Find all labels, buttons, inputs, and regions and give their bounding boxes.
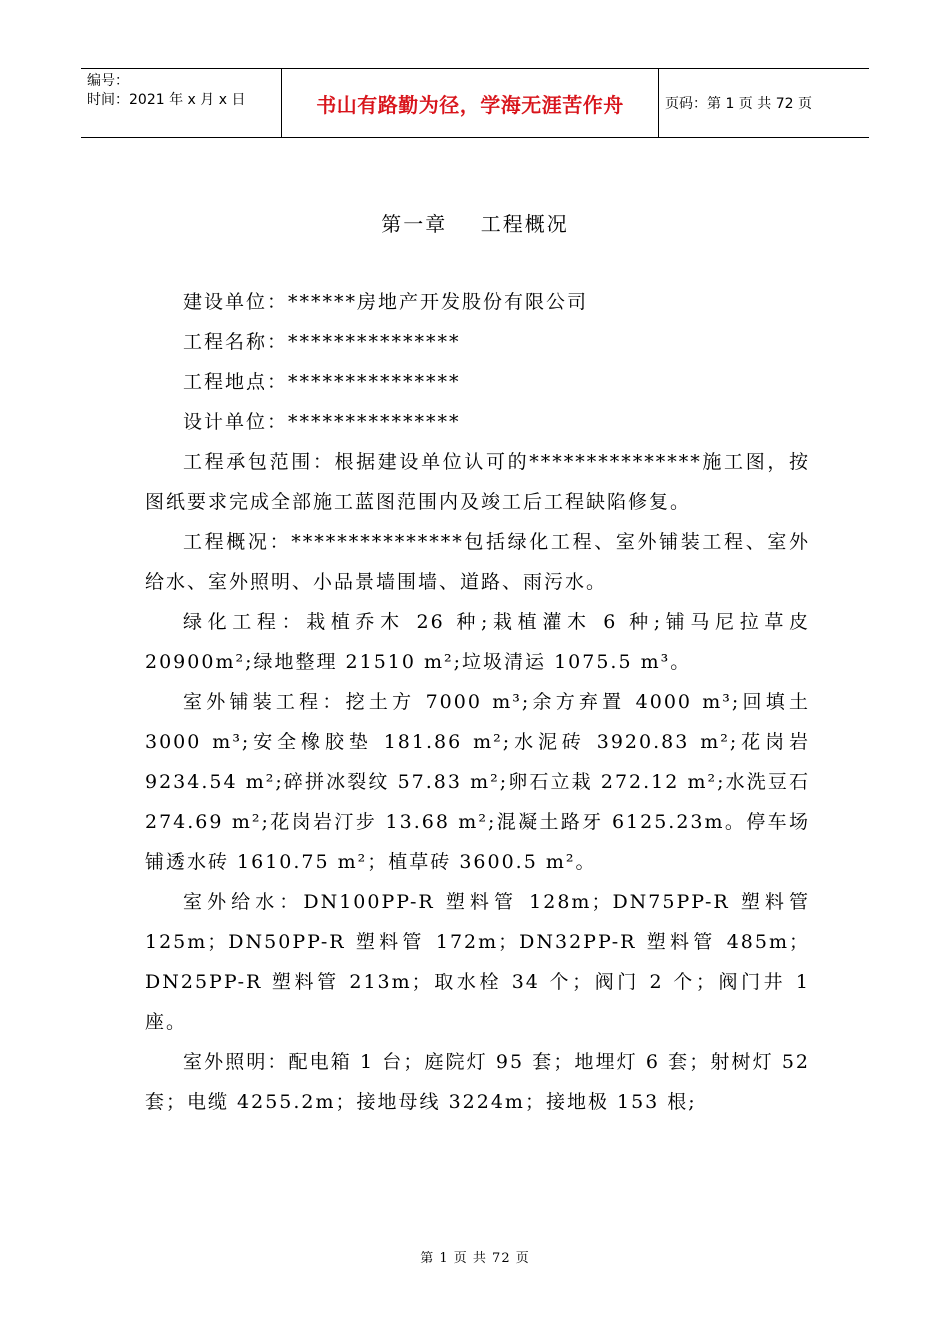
paragraph-paving-works: 室外铺装工程：挖土方 7000 m³;余方弃置 4000 m³;回填土 3000 m³;安全橡胶垫 181.86 m²;水泥砖 3920.83 m²;花岗岩 9234.54 m²;碎拼冰裂纹 57.83 m²;卵石立栽 272.12 m²;水洗豆石 274.69 m²;花岗岩汀步 13.68 m²;混凝土路牙 6125.23m。停车场铺透水砖 1610.75 m²；植草砖 3600.5 m²。 [145, 691, 810, 873]
document-body [145, 282, 810, 1122]
paragraph-project-location: 工程地点：*************** [183, 371, 461, 393]
chapter-title: 第一章 工程概况 [381, 212, 569, 236]
paragraph-contract-scope: 工程承包范围：根据建设单位认可的***************施工图，按图纸要求完成全部施工蓝图范围内及竣工后工程缺陷修复。 [145, 451, 810, 513]
document-number-label: 编号： [87, 73, 129, 89]
paragraph-outdoor-lighting: 室外照明：配电箱 1 台；庭院灯 95 套；地埋灯 6 套；射树灯 52 套；电缆 4255.2m；接地母线 3224m；接地极 153 根; [145, 1051, 810, 1113]
header-page-info: 页码：第 1 页 共 72 页 [665, 96, 812, 112]
header-motto-cell [282, 69, 659, 137]
paragraph-water-supply: 室外给水：DN100PP-R 塑料管 128m；DN75PP-R 塑料管 125m；DN50PP-R 塑料管 172m；DN32PP-R 塑料管 485m；DN25PP-R 塑料管 213m；取水栓 34 个；阀门 2 个；阀门井 1 座。 [145, 891, 810, 1033]
header-meta-cell [81, 69, 282, 137]
header-table [81, 68, 869, 138]
document-time-label: 时间：2021 年 x 月 x 日 [87, 92, 246, 108]
page-footer: 第 1 页 共 72 页 [420, 1251, 530, 1266]
paragraph-project-name: 工程名称：*************** [183, 331, 461, 353]
paragraph-project-overview: 工程概况：***************包括绿化工程、室外铺装工程、室外给水、室外照明、小品景墙围墙、道路、雨污水。 [145, 531, 810, 593]
header-page-cell [659, 69, 869, 137]
paragraph-greening-works: 绿化工程：栽植乔木 26 种;栽植灌木 6 种;铺马尼拉草皮 20900m²;绿地整理 21510 m²;垃圾清运 1075.5 m³。 [145, 611, 810, 673]
header-motto: 书山有路勤为径，学海无涯苦作舟 [316, 93, 624, 117]
paragraph-design-unit: 设计单位：*************** [183, 411, 461, 433]
paragraph-client: 建设单位：******房地产开发股份有限公司 [183, 291, 589, 313]
